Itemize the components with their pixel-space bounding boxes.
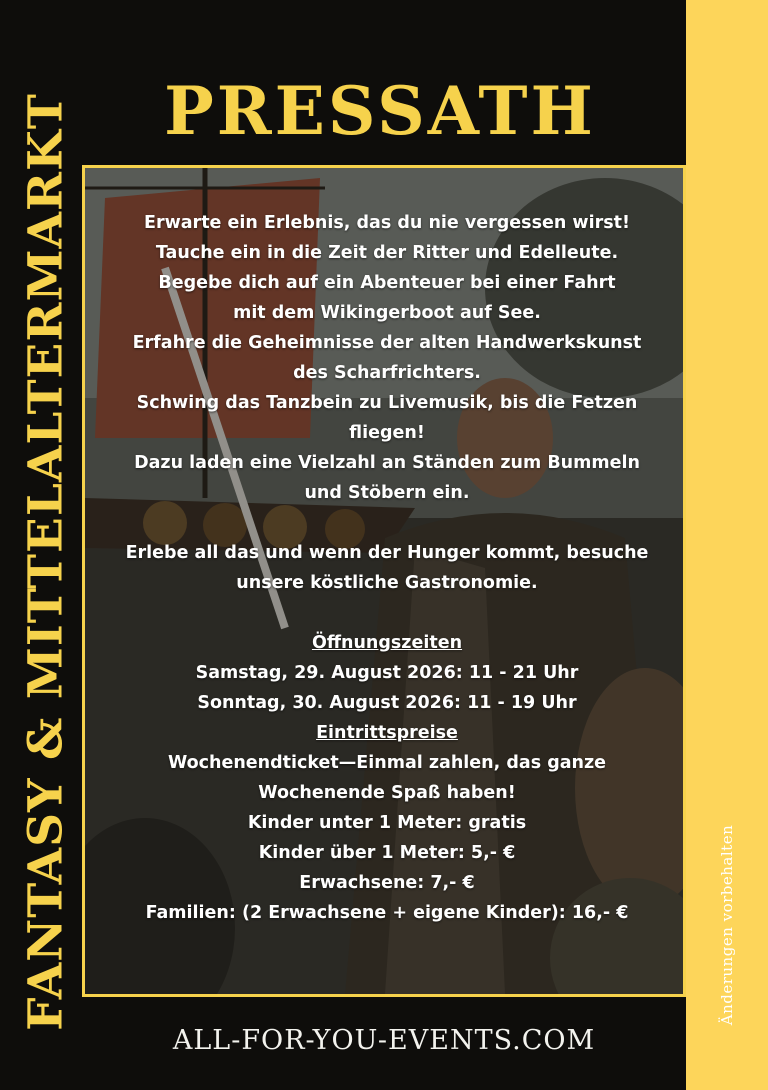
opening-hours-line: Samstag, 29. August 2026: 11 - 21 Uhr: [195, 663, 579, 683]
page-title: PRESSATH: [164, 72, 596, 150]
intro-line: Schwing das Tanzbein zu Livemusik, bis die Fetzen: [136, 393, 638, 413]
disclaimer-note: Änderungen vorbehalten: [718, 824, 736, 1026]
intro-line: Dazu laden eine Vielzahl an Ständen zum Bummeln: [134, 453, 640, 473]
intro-line: Erwarte ein Erlebnis, das du nie vergessen wirst!: [144, 213, 630, 233]
intro-line: fliegen!: [349, 423, 425, 443]
price-line: Kinder über 1 Meter: 5,- €: [258, 843, 516, 863]
intro-line: Erfahre die Geheimnisse der alten Handwerkskunst: [132, 333, 642, 353]
intro-line: des Scharfrichters.: [293, 363, 481, 383]
spacer: [85, 598, 686, 628]
price-line: Familien: (2 Erwachsene + eigene Kinder): 16,- €: [145, 903, 629, 923]
price-line: Wochenende Spaß haben!: [258, 783, 516, 803]
spacer: [85, 508, 686, 538]
outro-line: Erlebe all das und wenn der Hunger kommt, besuche: [125, 543, 649, 563]
price-line: Wochenendticket—Einmal zahlen, das ganze: [167, 753, 607, 773]
right-yellow-strip: [686, 0, 768, 1090]
outro-line: unsere köstliche Gastronomie.: [236, 573, 538, 593]
opening-hours-heading: Öffnungszeiten: [311, 633, 463, 653]
opening-hours-line: Sonntag, 30. August 2026: 11 - 19 Uhr: [197, 693, 577, 713]
event-photo-frame: [82, 165, 686, 997]
vertical-event-title: FANTASY & MITTELALTERMARKT: [18, 93, 74, 1031]
intro-line: Tauche ein in die Zeit der Ritter und Edelleute.: [155, 243, 619, 263]
prices-heading: Eintrittspreise: [316, 723, 458, 743]
website-url[interactable]: ALL-FOR-YOU-EVENTS.COM: [172, 1025, 596, 1056]
price-line: Kinder unter 1 Meter: gratis: [247, 813, 527, 833]
intro-line: Begebe dich auf ein Abenteuer bei einer Fahrt: [158, 273, 616, 293]
intro-line: mit dem Wikingerboot auf See.: [233, 303, 541, 323]
intro-line: und Stöbern ein.: [304, 483, 470, 503]
event-description: [85, 208, 686, 928]
price-line: Erwachsene: 7,- €: [299, 873, 475, 893]
